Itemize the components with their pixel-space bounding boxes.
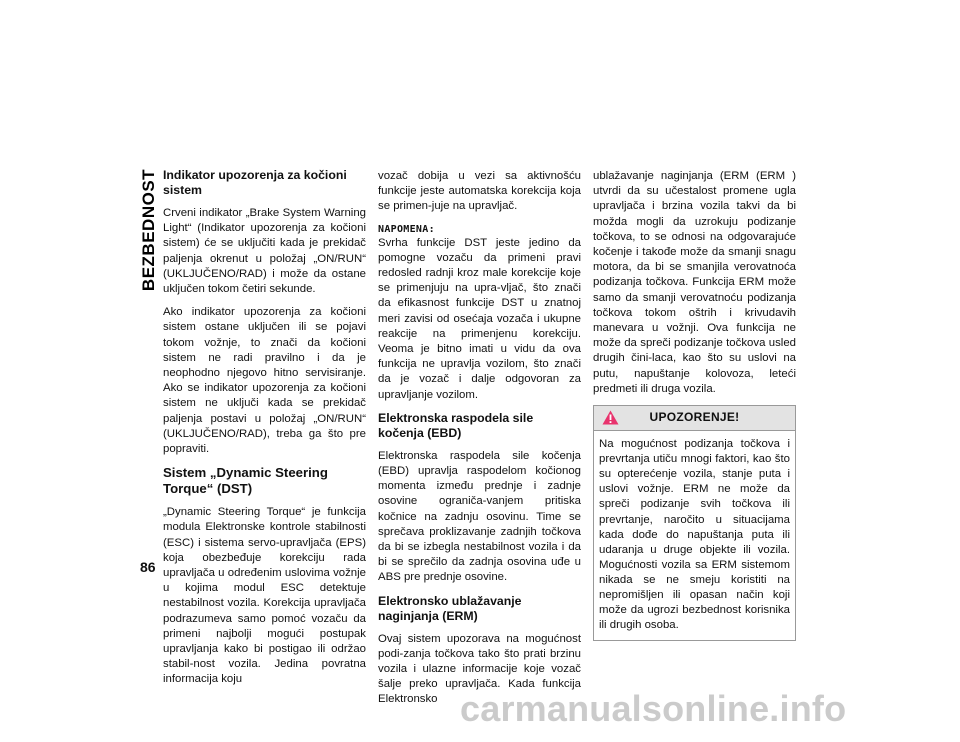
section-tab (138, 160, 160, 300)
page-number: 86 (140, 559, 156, 575)
column-3 (593, 169, 796, 641)
paragraph-ebd: Elektronska raspodela sile kočenja (EBD) upravlja raspodelom kočionog momenta između prednje i zadnje osovine ograniča-vanjem pritiska kočnice na zadnju osovinu. Time se sprečava proklizavanje zadnjih točkova da bi se izbegla nestabilnost vozila i da bi se sprečilo da zadnja osovina uđe u ABS pre prednje osovine. (378, 449, 581, 584)
paragraph-dst-continued: vozač dobija u vezi sa aktivnošću funkcije jeste automatska korekcija koja se primen-juje na upravljač. (378, 170, 581, 213)
column-1 (163, 168, 366, 696)
watermark: carmanualsonline.info (460, 688, 847, 729)
note-text: Svrha funkcije DST jeste jedino da pomogne vozaču da primeni pravi redosled radnji kroz male korekcije koje se primenjuju na upra-vljač, što znači da efikasnost funkcije DST u znatnoj meri zavisi od osećaja vozača i ukupne reakcije na primenjenu korekciju. Veoma je bitno imati u vidu da ova funkcija ne upravlja vozilom, što znači da je vozač i dalje odgovoran za upravljanje vozilom. (378, 236, 581, 401)
heading-brake-warning: Indikator upozorenja za kočioni sistem (163, 168, 347, 197)
warning-header (594, 406, 795, 431)
paragraph-erm-continued: ublažavanje naginjanja (ERM (ERM ) utvrdi da su učestalost promene ugla upravljača i brzina vozila takvi da bi možda mogli da uzrokuju podizanje točkova, to se odnosi na odgovarajuće kočenje i takođe može da smanji snagu motora, da bi se smanjila verovatnoća podizanja točkova. Funkcija ERM može samo da smanji verovatnoću podizanja točkova tokom oštrih i krivudavih manevara u vožnji. Ova funkcija ne može da spreči podizanje točkova usled drugih čini-laca, kao što su uslovi na putu, napuštanje kolovoza, leteći predmeti ili druga vozila. (593, 170, 796, 395)
paragraph-brake-2: Ako indikator upozorenja za kočioni sistem ostane uključen ili se pojavi tokom vožnje, to znači da kočioni sistem ne radi pravilno i da je neophodno njegovo hitno servisiranje. Ako se indikator upozorenja za kočioni sistem ne uključi kada se prekidač paljenja postavi u položaj „ON/RUN“ (UKLJUČENO/RAD), treba ga što pre popraviti. (163, 306, 366, 456)
heading-dst: Sistem „Dynamic Steering Torque“ (DST) (163, 465, 328, 497)
column-2 (378, 169, 581, 716)
heading-erm: Elektronsko ublažavanje naginjanja (ERM) (378, 593, 522, 623)
paragraph-brake-1: Crveni indikator „Brake System Warning Light“ (Indikator upozorenja za kočioni sistem) će se uključiti kada je prekidač paljenja okrenut u položaj „ON/RUN“ (UKLJUČENO/RAD) i može da ostane uključen tokom četiri sekunde. (163, 207, 366, 296)
paragraph-dst: „Dynamic Steering Torque“ je funkcija modula Elektronske kontrole stabilnosti (ESC) i sistema servo-upravljača (EPS) koja obezbeđuje korekciju rada upravljača u određenim uslovima vožnje u kojima modul ESC detektuje nestabilnost vozila. Korekcija upravljača podrazumeva samo pomoć vozaču da primeni najbolji mogući postupak upravljanja kako bi postigao ili održao stabil-nost vozila. Jedina povratna informacija koju (163, 506, 366, 686)
warning-text: Na mogućnost podizanja točkova i prevrtanja utiču mnogi faktori, kao što su opterećenje vozila, stanje puta i uslovi vožnje. ERM ne može da spreči podizanje svih točkova ili prevrtanje, naročito u situacijama kada dođe do napuštanja puta ili udaranja u druge objekte ili vozila. Mogućnosti vozila sa ERM sistemom nikada se ne smeju koristiti na nepromišljen ili opasan način koji može da ugrozi bezbednost korisnika ili drugih osoba. (599, 438, 790, 632)
warning-title: UPOZORENJE! (649, 410, 740, 425)
heading-ebd: Elektronska raspodela sile kočenja (EBD) (378, 410, 534, 440)
warning-box (593, 405, 796, 641)
section-tab-label: BEZBEDNOST (139, 168, 158, 292)
warning-triangle-icon (602, 410, 619, 425)
note-label: NAPOMENA: (378, 223, 435, 235)
paragraph-erm: Ovaj sistem upozorava na mogućnost podi-zanja točkova tako što prati brzinu vozila i ulazne informacije koje vozač šalje preko upravljača. Kada funkcija Elektronsko (378, 632, 581, 706)
note-block (378, 223, 581, 403)
